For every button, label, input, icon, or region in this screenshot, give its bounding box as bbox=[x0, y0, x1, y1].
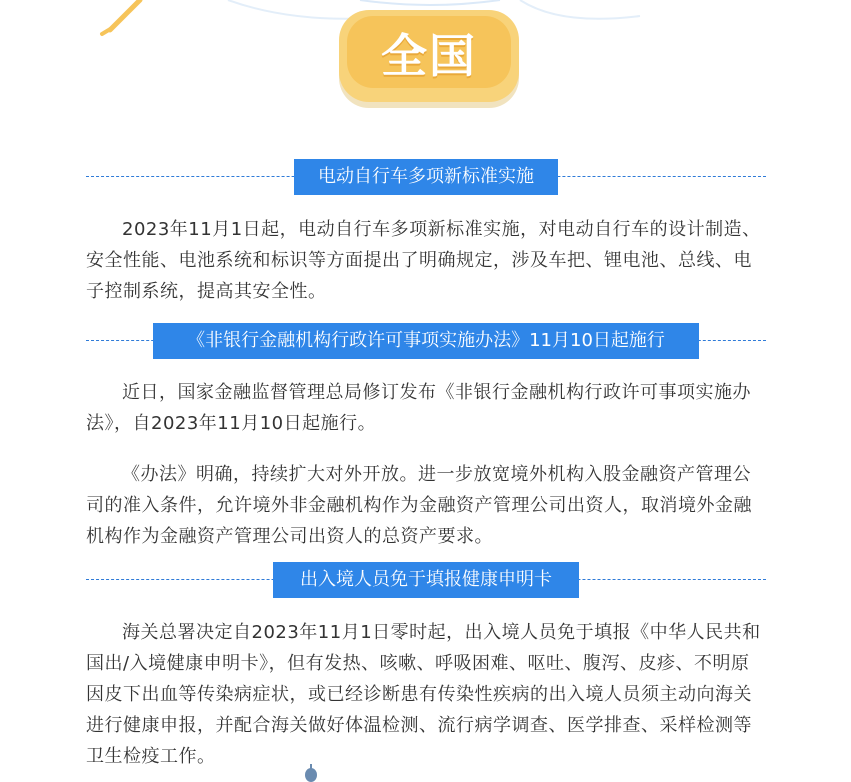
section-header-health-card bbox=[86, 562, 766, 598]
section-header-nonbank bbox=[86, 323, 766, 359]
region-badge bbox=[339, 10, 519, 102]
paragraph-ebike: 2023年11月1日起，电动自行车多项新标准实施，对电动自行车的设计制造、安全性能、电池系统和标识等方面提出了明确规定，涉及车把、锂电池、总线、电子控制系统，提高其安全性。 bbox=[86, 219, 761, 302]
section-title-nonbank: 《非银行金融机构行政许可事项实施办法》11月10日起施行 bbox=[153, 323, 699, 359]
paragraph-nonbank-2: 《办法》明确，持续扩大对外开放。进一步放宽境外机构入股金融资产管理公司的准入条件，允许境外非金融机构作为金融资产管理公司出资人，取消境外金融机构作为金融资产管理公司出资人的总资产要求。 bbox=[86, 464, 752, 547]
section-header-ebike bbox=[86, 159, 766, 195]
paragraph-nonbank-1: 近日，国家金融监督管理总局修订发布《非银行金融机构行政许可事项实施办法》，自2023年11月10日起施行。 bbox=[86, 382, 751, 434]
paragraph-health-card: 海关总署决定自2023年11月1日零时起，出入境人员免于填报《中华人民共和国出/入境健康申明卡》，但有发热、咳嗽、呼吸困难、呕吐、腹泻、皮疹、不明原因皮下出血等传染病症状，或已经诊断患有传染性疾病的出入境人员须主动向海关进行健康申报，并配合海关做好体温检测、流行病学调查、医学排查、采样检测等卫生检疫工作。 bbox=[86, 622, 761, 767]
section-title-ebike: 电动自行车多项新标准实施 bbox=[294, 159, 558, 195]
section-title-health-card: 出入境人员免于填报健康申明卡 bbox=[273, 562, 579, 598]
region-badge-label: 全国 bbox=[381, 29, 477, 83]
